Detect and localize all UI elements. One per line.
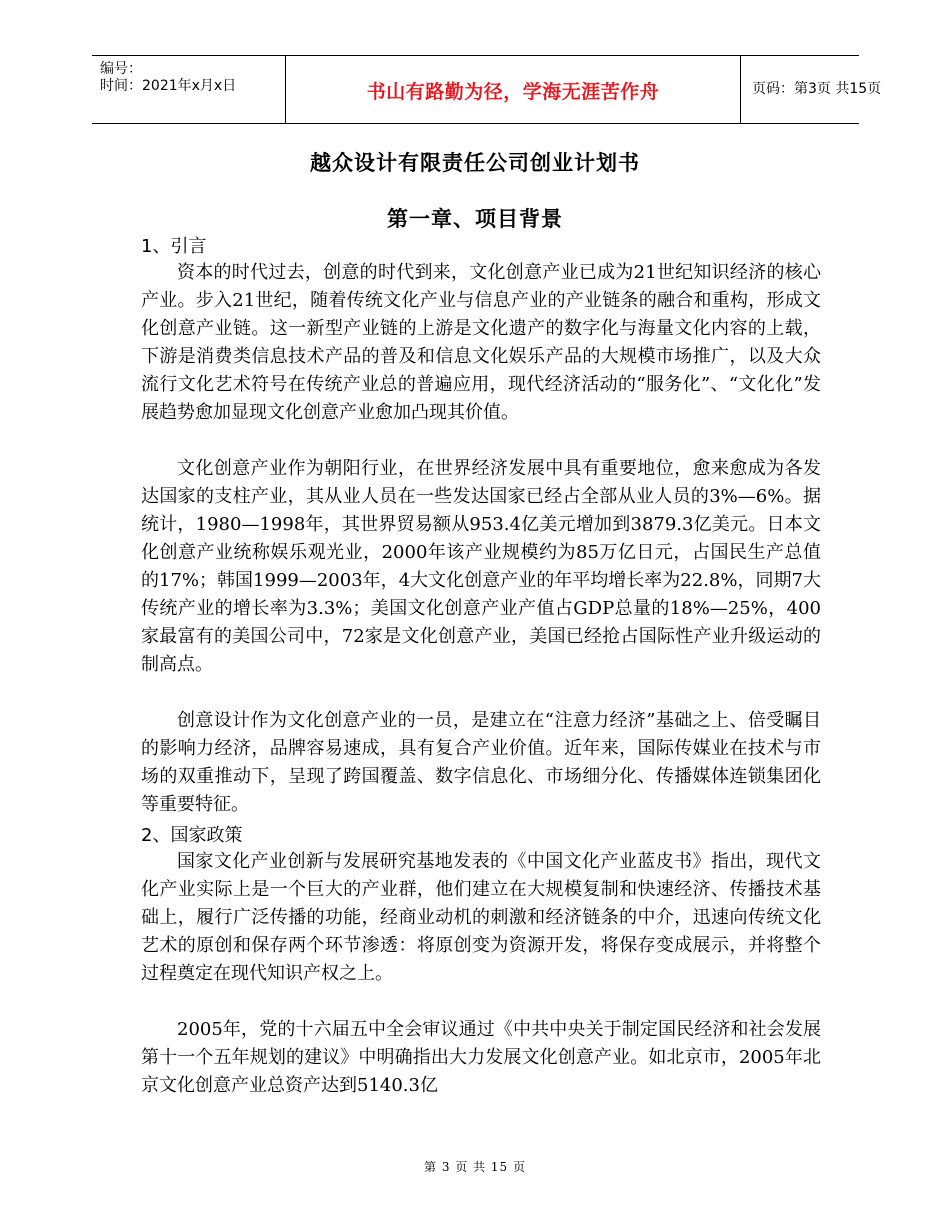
header-motto: 书山有路勤为径，学海无涯苦作舟 — [366, 81, 660, 103]
paragraph: 2005年，党的十六届五中全会审议通过《中共中央关于制定国民经济和社会发展第十一个五年规划的建议》中明确指出大力发展文化创意产业。如北京市，2005年北京文化创意产业总资产达到5140.3亿 — [141, 1019, 821, 1096]
section-heading-introduction: 1、引言 — [141, 236, 207, 257]
header-page-cell — [741, 56, 882, 123]
page-footer: 第 3 页 共 15 页 — [424, 1160, 526, 1174]
document-title: 越众设计有限责任公司创业计划书 — [310, 151, 640, 175]
chapter-title: 第一章、项目背景 — [387, 207, 563, 231]
header-table — [92, 55, 882, 124]
document-number-label: 编号： — [100, 61, 142, 77]
paragraph: 创意设计作为文化创意产业的一员，是建立在“注意力经济”基础之上、倍受瞩目的影响力经济，品牌容易速成，具有复合产业价值。近年来，国际传媒业在技术与市场的双重推动下，呈现了跨国覆盖、数字信息化、市场细分化、传播媒体连锁集团化等重要特征。 — [141, 710, 821, 815]
document-date-label: 时间：2021年x月x日 — [100, 78, 237, 94]
paragraph: 文化创意产业作为朝阳行业，在世界经济发展中具有重要地位，愈来愈成为各发达国家的支柱产业，其从业人员在一些发达国家已经占全部从业人员的3%—6%。据统计，1980—1998年，其世界贸易额从953.4亿美元增加到3879.3亿美元。日本文化创意产业统称娱乐观光业，2000年该产业规模约为85万亿日元，占国民生产总值的17%；韩国1999—2003年，4大文化创意产业的年平均增长率为22.8%，同期7大传统产业的增长率为3.3%；美国文化创意产业产值占GDP总量的18%—25%，400家最富有的美国公司中，72家是文化创意产业，美国已经抢占国际性产业升级运动的制高点。 — [141, 458, 821, 675]
header-meta-cell — [92, 56, 285, 123]
paragraph: 资本的时代过去，创意的时代到来，文化创意产业已成为21世纪知识经济的核心产业。步入21世纪，随着传统文化产业与信息产业的产业链条的融合和重构，形成文化创意产业链。这一新型产业链的上游是文化遗产的数字化与海量文化内容的上载，下游是消费类信息技术产品的普及和信息文化娱乐产品的大规模市场推广，以及大众流行文化艺术符号在传统产业总的普遍应用，现代经济活动的“服务化”、“文化化”发展趋势愈加显现文化创意产业愈加凸现其价值。 — [141, 262, 821, 423]
paragraph: 国家文化产业创新与发展研究基地发表的《中国文化产业蓝皮书》指出，现代文化产业实际上是一个巨大的产业群，他们建立在大规模复制和快速经济、传播技术基础上，履行广泛传播的功能，经商业动机的刺激和经济链条的中介，迅速向传统文化艺术的原创和保存两个环节渗透：将原创变为资源开发，将保存变成展示，并将整个过程奠定在现代知识产权之上。 — [141, 851, 821, 984]
section-heading-national-policy: 2、国家政策 — [141, 825, 243, 846]
header-page-info: 页码：第3页 共15页 — [752, 81, 882, 97]
header-motto-cell — [285, 56, 741, 123]
